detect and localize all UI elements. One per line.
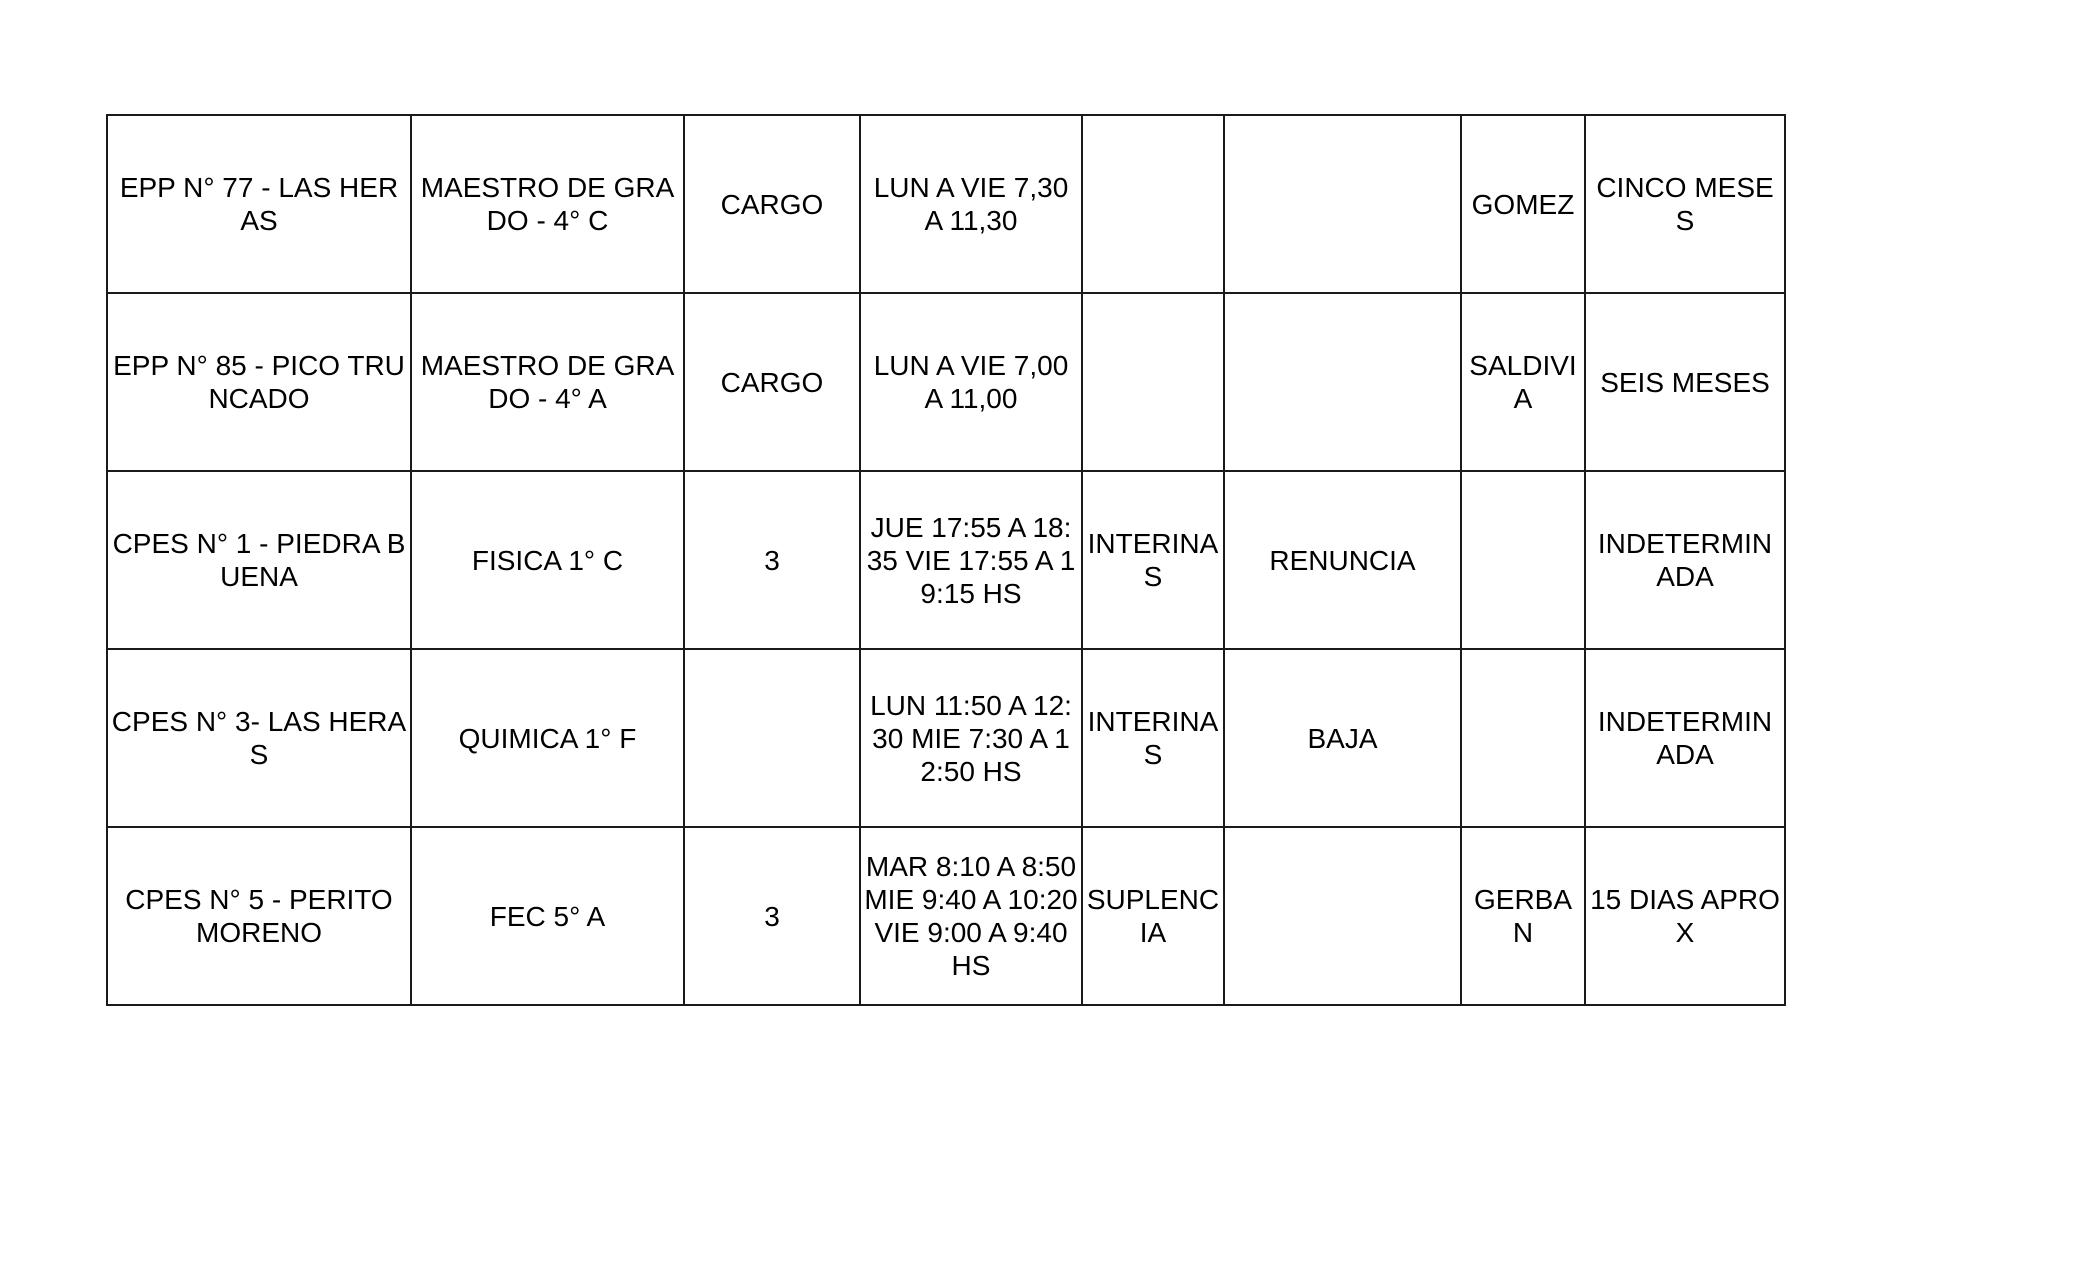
duration-cell: 15 DIAS APROX — [1585, 827, 1785, 1005]
hours-cell: CARGO — [684, 293, 860, 471]
school-cell: CPES N° 5 - PERITO MORENO — [107, 827, 411, 1005]
reason-cell: BAJA — [1224, 649, 1461, 827]
hours-cell: CARGO — [684, 115, 860, 293]
subject-cell: FEC 5° A — [411, 827, 684, 1005]
duration-cell: CINCO MESES — [1585, 115, 1785, 293]
subject-cell: MAESTRO DE GRADO - 4° A — [411, 293, 684, 471]
status-cell: INTERINAS — [1082, 649, 1224, 827]
table-row — [107, 471, 1785, 649]
holder-cell — [1461, 649, 1585, 827]
duration-cell: INDETERMINADA — [1585, 471, 1785, 649]
reason-cell — [1224, 827, 1461, 1005]
reason-cell: RENUNCIA — [1224, 471, 1461, 649]
schedule-cell: LUN A VIE 7,00 A 11,00 — [860, 293, 1082, 471]
status-cell: SUPLENCIA — [1082, 827, 1224, 1005]
school-cell: EPP N° 77 - LAS HERAS — [107, 115, 411, 293]
hours-cell — [684, 649, 860, 827]
subject-cell: FISICA 1° C — [411, 471, 684, 649]
holder-cell: GOMEZ — [1461, 115, 1585, 293]
school-cell: CPES N° 1 - PIEDRA BUENA — [107, 471, 411, 649]
reason-cell — [1224, 115, 1461, 293]
data-table — [106, 114, 1786, 1006]
schedule-cell: MAR 8:10 A 8:50 MIE 9:40 A 10:20 VIE 9:00 A 9:40 HS — [860, 827, 1082, 1005]
reason-cell — [1224, 293, 1461, 471]
table-row — [107, 827, 1785, 1005]
hours-cell: 3 — [684, 471, 860, 649]
subject-cell: MAESTRO DE GRADO - 4° C — [411, 115, 684, 293]
table-row — [107, 293, 1785, 471]
status-cell: INTERINAS — [1082, 471, 1224, 649]
status-cell — [1082, 293, 1224, 471]
duration-cell: INDETERMINADA — [1585, 649, 1785, 827]
schedule-cell: LUN A VIE 7,30 A 11,30 — [860, 115, 1082, 293]
holder-cell — [1461, 471, 1585, 649]
school-cell: CPES N° 3- LAS HERAS — [107, 649, 411, 827]
hours-cell: 3 — [684, 827, 860, 1005]
holder-cell: GERBAN — [1461, 827, 1585, 1005]
schedule-cell: JUE 17:55 A 18:35 VIE 17:55 A 19:15 HS — [860, 471, 1082, 649]
duration-cell: SEIS MESES — [1585, 293, 1785, 471]
subject-cell: QUIMICA 1° F — [411, 649, 684, 827]
table-row — [107, 649, 1785, 827]
status-cell — [1082, 115, 1224, 293]
schedule-cell: LUN 11:50 A 12:30 MIE 7:30 A 12:50 HS — [860, 649, 1082, 827]
table-row — [107, 115, 1785, 293]
school-cell: EPP N° 85 - PICO TRUNCADO — [107, 293, 411, 471]
holder-cell: SALDIVIA — [1461, 293, 1585, 471]
